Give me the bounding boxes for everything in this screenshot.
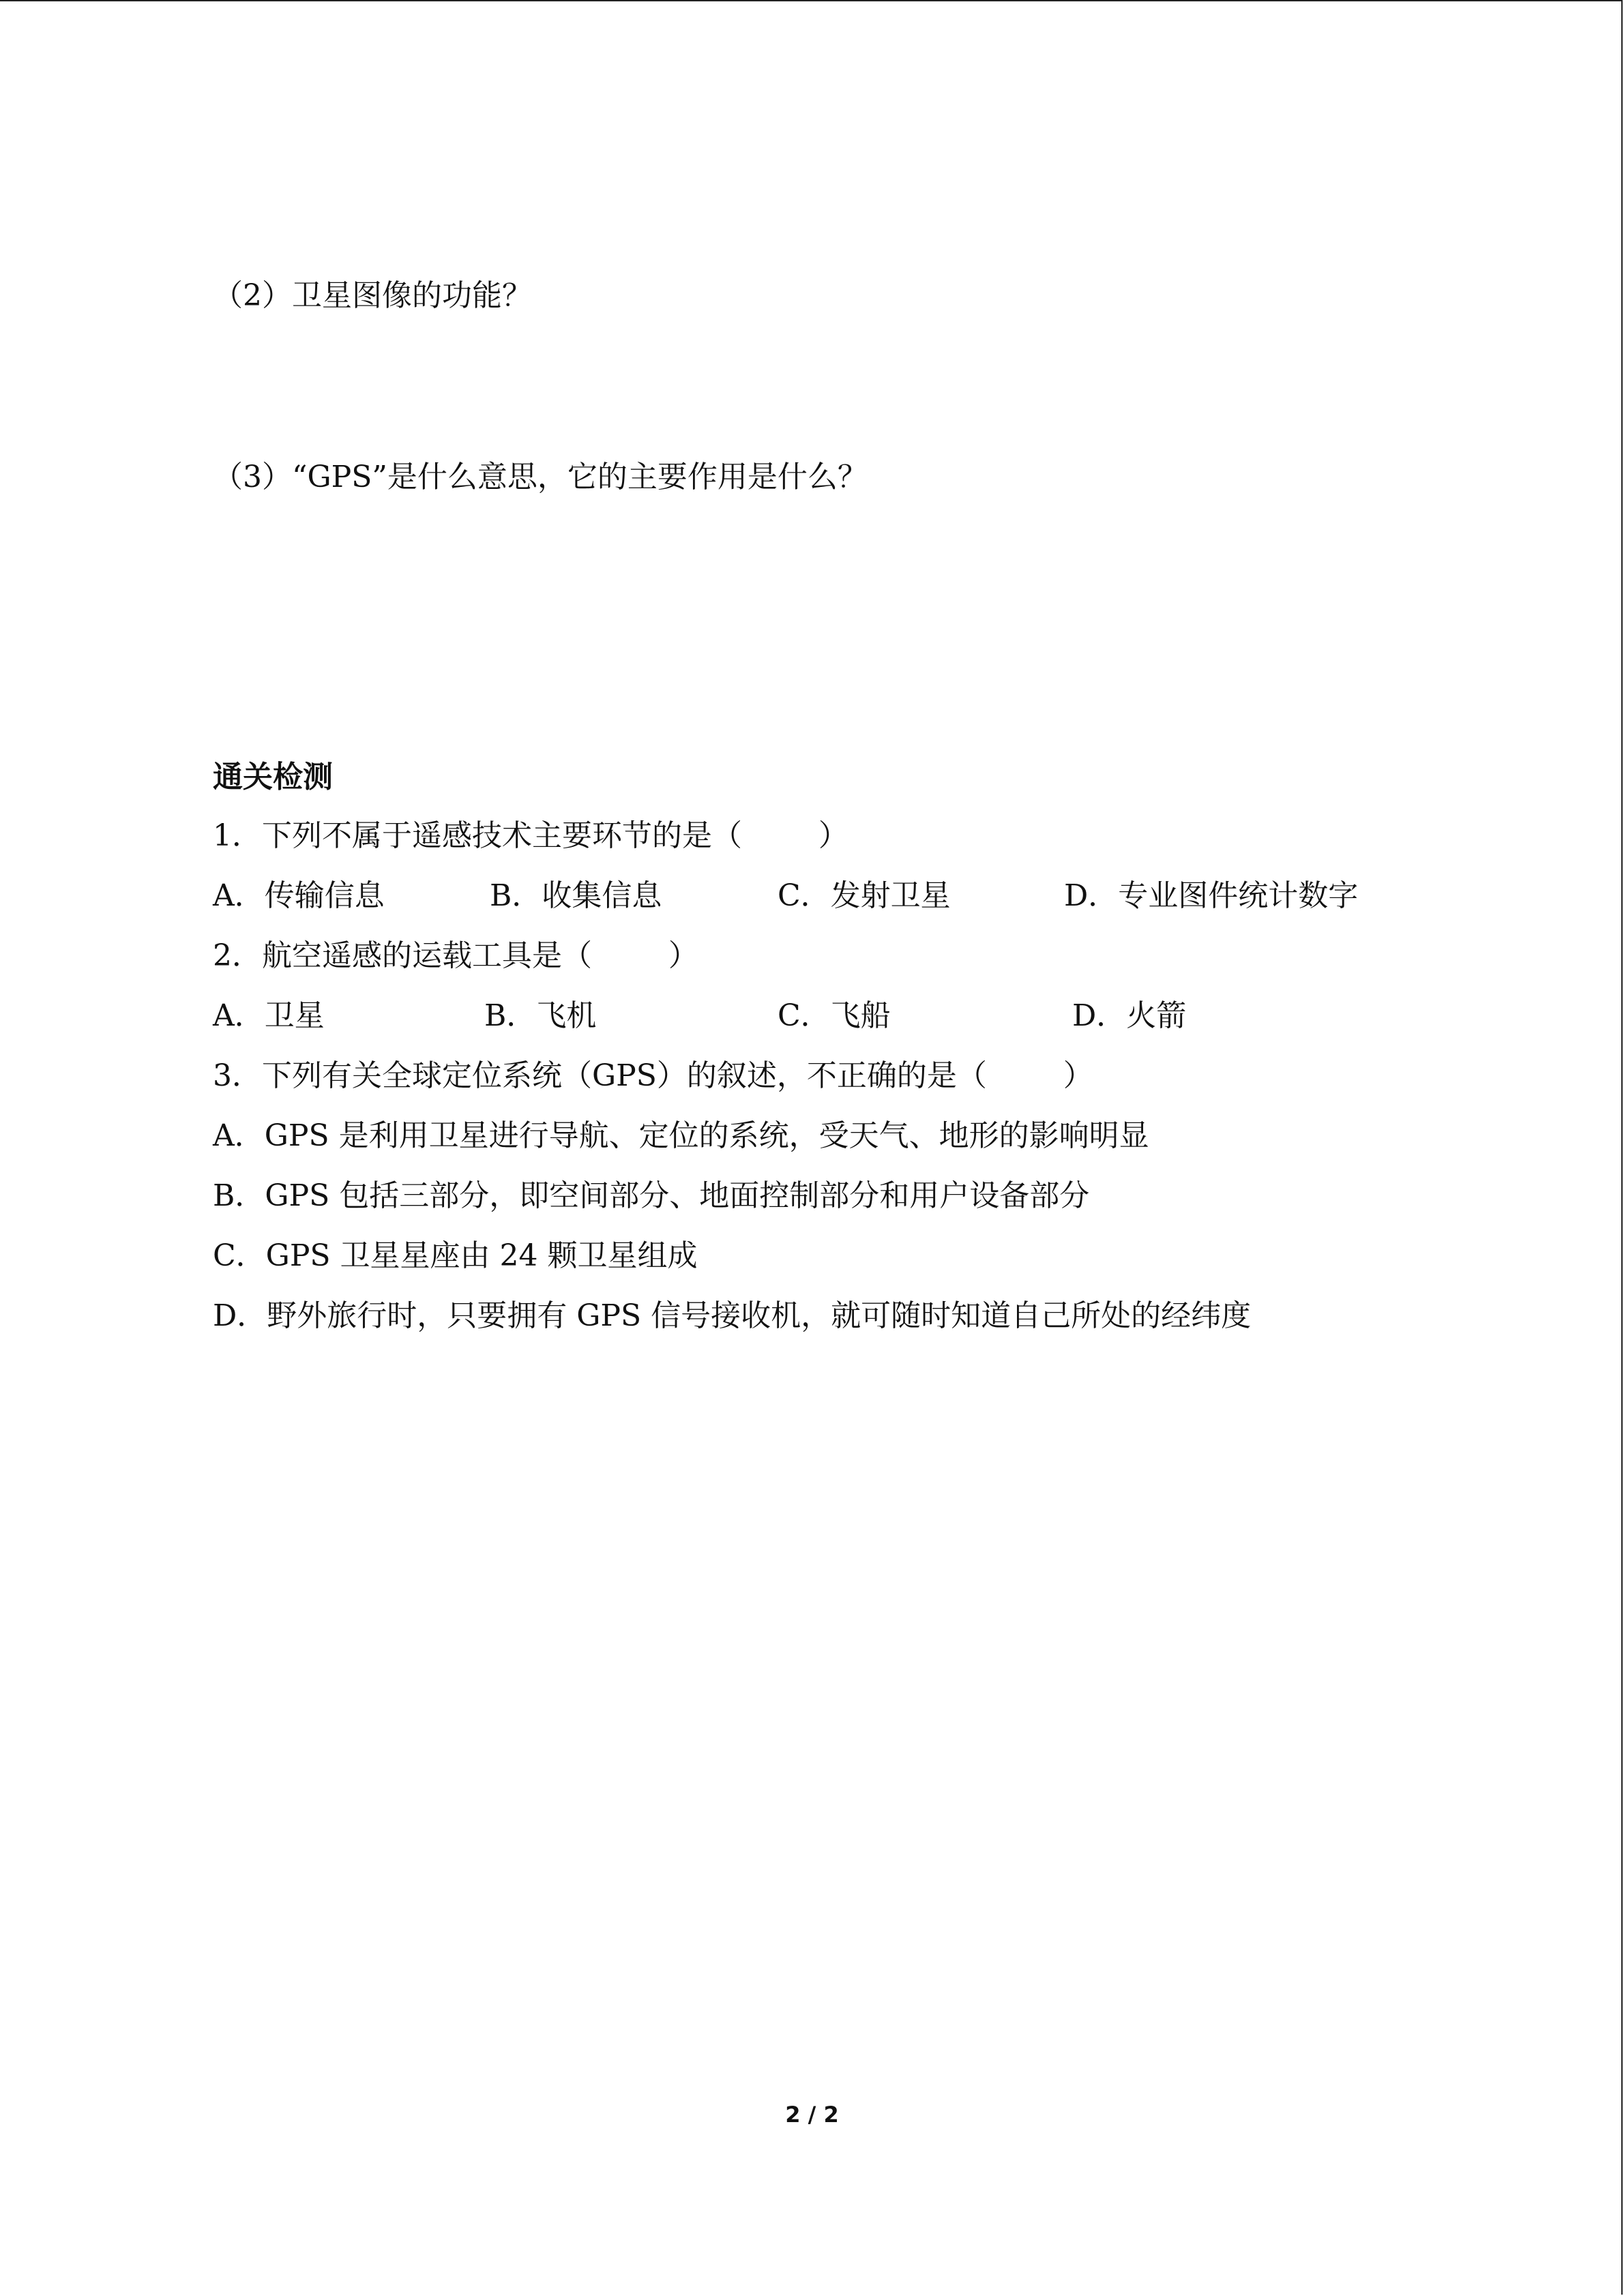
option-d: D．火箭	[1072, 998, 1187, 1033]
section-heading: 通关检测	[213, 760, 333, 794]
question-3-option-c: C．GPS 卫星星座由 24 颗卫星组成	[213, 1238, 698, 1273]
question-1-options	[213, 876, 1441, 916]
question-2-open: （2）卫星图像的功能？	[213, 278, 532, 313]
option-c: C．飞船	[778, 998, 891, 1033]
question-2-options	[213, 996, 1441, 1037]
question-1-stem: 1．下列不属于遥感技术主要环节的是（ ）	[213, 818, 848, 853]
question-3-option-b: B．GPS 包括三部分，即空间部分、地面控制部分和用户设备部分	[213, 1178, 1090, 1213]
question-3-option-d: D．野外旅行时，只要拥有 GPS 信号接收机，就可随时知道自己所处的经纬度	[213, 1298, 1252, 1333]
option-c: C．发射卫星	[778, 878, 951, 913]
page-number: 2 / 2	[785, 2102, 839, 2128]
option-d: D．专业图件统计数字	[1064, 878, 1359, 913]
question-3-option-a: A．GPS 是利用卫星进行导航、定位的系统，受天气、地形的影响明显	[213, 1118, 1149, 1153]
option-a: A．传输信息	[213, 878, 385, 913]
option-b: B．飞机	[484, 998, 597, 1033]
question-2-stem: 2．航空遥感的运载工具是（ ）	[213, 938, 698, 973]
question-3-open: （3）“GPS”是什么意思，它的主要作用是什么？	[213, 460, 868, 494]
option-b: B．收集信息	[490, 878, 662, 913]
question-3-stem: 3．下列有关全球定位系统（GPS）的叙述，不正确的是（ ）	[213, 1058, 1093, 1093]
option-a: A．卫星	[213, 998, 325, 1033]
